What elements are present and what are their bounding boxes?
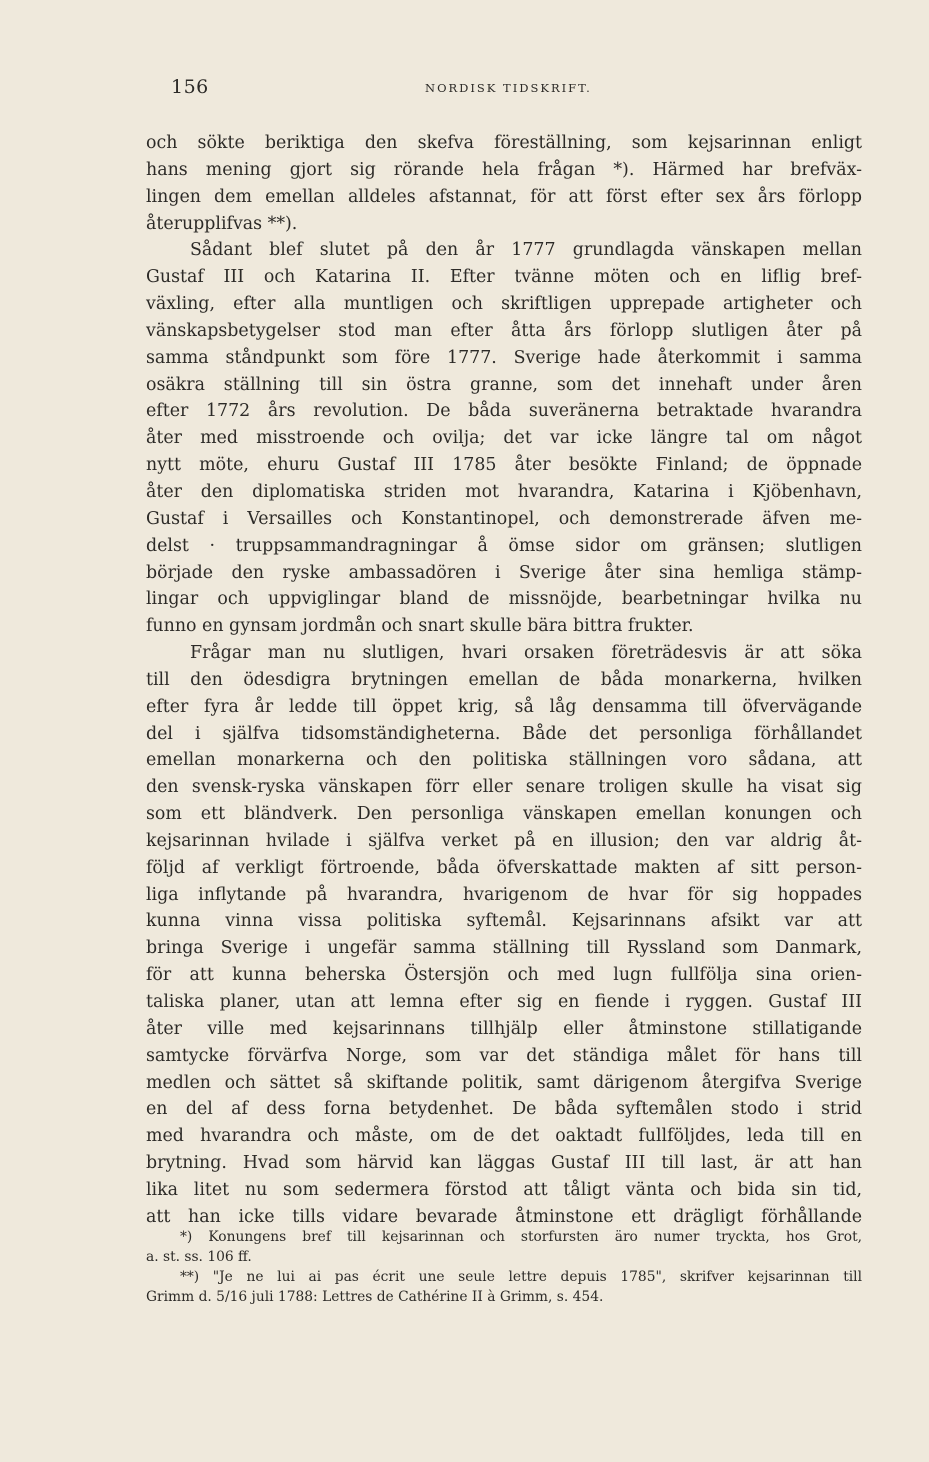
text-line: Gustaf III och Katarina II. Efter tvänne möten och en liflig bref- [146, 267, 862, 288]
text-line: hans mening gjort sig rörande hela frågan *). Härmed har brefväx- [146, 159, 862, 180]
text-line: återupplifvas **). [146, 213, 298, 234]
running-title: NORDISK TIDSKRIFT. [425, 81, 592, 95]
footnotes [146, 1227, 862, 1307]
text-line: samma ståndpunkt som före 1777. Sverige hade återkommit i samma [146, 347, 862, 368]
text-line: liga inflytande på hvarandra, hvarigenom de hvar för sig hoppades [146, 884, 862, 905]
text-line: som ett bländverk. Den personliga vänskapen emellan konungen och [146, 804, 862, 825]
text-line: åter den diplomatiska striden mot hvarandra, Katarina i Kjöbenhavn, [146, 481, 862, 502]
footnote-line: *) Konungens bref till kejsarinnan och storfursten äro numer tryckta, hos Grot, [180, 1229, 862, 1245]
page-header [0, 76, 929, 102]
text-line: följd af verkligt förtroende, båda öfverskattade makten af sitt person- [146, 857, 862, 878]
text-line: osäkra ställning till sin östra granne, som det innehaft under åren [146, 374, 862, 395]
text-line: efter 1772 års revolution. De båda suveränerna betraktade hvarandra [146, 401, 862, 422]
text-line: nytt möte, ehuru Gustaf III 1785 åter besökte Finland; de öppnade [146, 455, 862, 476]
text-line: Frågar man nu slutligen, hvari orsaken företrädesvis är att söka [190, 643, 862, 664]
text-line: lingar och uppviglingar bland de missnöjde, bearbetningar hvilka nu [146, 589, 862, 610]
footnote-line: **) "Je ne lui ai pas écrit une seule lettre depuis 1785", skrifver kejsarinnan till [180, 1269, 862, 1285]
footnote-line: a. st. ss. 106 ff. [146, 1249, 252, 1265]
text-line: med hvarandra och måste, om de det oaktadt fullföljdes, leda till en [146, 1126, 862, 1147]
text-line: åter med misstroende och ovilja; det var icke längre tal om något [146, 428, 862, 449]
text-line: delst · truppsammandragningar å ömse sidor om gränsen; slutligen [146, 535, 862, 556]
text-line: den svensk-ryska vänskapen förr eller senare troligen skulle ha visat sig [146, 777, 862, 798]
text-line: till den ödesdigra brytningen emellan de båda monarkerna, hvilken [146, 669, 862, 690]
text-line: emellan monarkerna och den politiska ställningen voro sådana, att [146, 750, 862, 771]
text-line: en del af dess forna betydenhet. De båda syftemålen stodo i strid [146, 1099, 862, 1120]
footnote-line: Grimm d. 5/16 juli 1788: Lettres de Cathérine II à Grimm, s. 454. [146, 1289, 604, 1305]
page-number: 156 [171, 76, 209, 98]
text-line: och sökte beriktiga den skefva föreställning, som kejsarinnan enligt [146, 133, 862, 153]
text-line: började den ryske ambassadören i Sverige åter sina hemliga stämp- [146, 562, 862, 583]
text-line: kejsarinnan hvilade i själfva verket på en illusion; den var aldrig åt- [146, 830, 862, 851]
text-line: för att kunna beherska Östersjön och med lugn fullfölja sina orien- [146, 965, 862, 986]
text-line: åter ville med kejsarinnans tillhjälp eller åtminstone stillatigande [146, 1018, 862, 1039]
text-line: Gustaf i Versailles och Konstantinopel, och demonstrerade äfven me- [146, 508, 862, 529]
text-line: lika litet nu som sedermera förstod att tåligt vänta och bida sin tid, [146, 1179, 862, 1200]
text-line: Sådant blef slutet på den år 1777 grundlagda vänskapen mellan [190, 240, 862, 261]
text-line: efter fyra år ledde till öppet krig, så låg densamma till öfvervägande [146, 696, 862, 717]
text-line: funno en gynsam jordmån och snart skulle bära bittra frukter. [146, 616, 694, 637]
text-line: bringa Sverige i ungefär samma ställning till Ryssland som Danmark, [146, 938, 862, 959]
text-line: växling, efter alla muntligen och skriftligen upprepade artigheter och [146, 294, 862, 315]
text-line: att han icke tills vidare bevarade åtminstone ett drägligt förhållande [146, 1206, 862, 1227]
body-text [146, 130, 862, 1231]
text-line: taliska planer, utan att lemna efter sig en fiende i ryggen. Gustaf III [146, 992, 862, 1012]
text-line: del i själfva tidsomständigheterna. Både det personliga förhållandet [146, 723, 862, 744]
text-line: samtycke förvärfva Norge, som var det ständiga målet för hans till [146, 1045, 862, 1066]
text-line: brytning. Hvad som härvid kan läggas Gustaf III till last, är att han [146, 1153, 862, 1174]
text-line: lingen dem emellan alldeles afstannat, för att först efter sex års förlopp [146, 186, 862, 207]
text-line: medlen och sättet så skiftande politik, samt därigenom återgifva Sverige [146, 1072, 862, 1093]
text-line: kunna vinna vissa politiska syftemål. Kejsarinnans afsikt var att [146, 911, 862, 932]
text-line: vänskapsbetygelser stod man efter åtta års förlopp slutligen åter på [146, 320, 862, 341]
